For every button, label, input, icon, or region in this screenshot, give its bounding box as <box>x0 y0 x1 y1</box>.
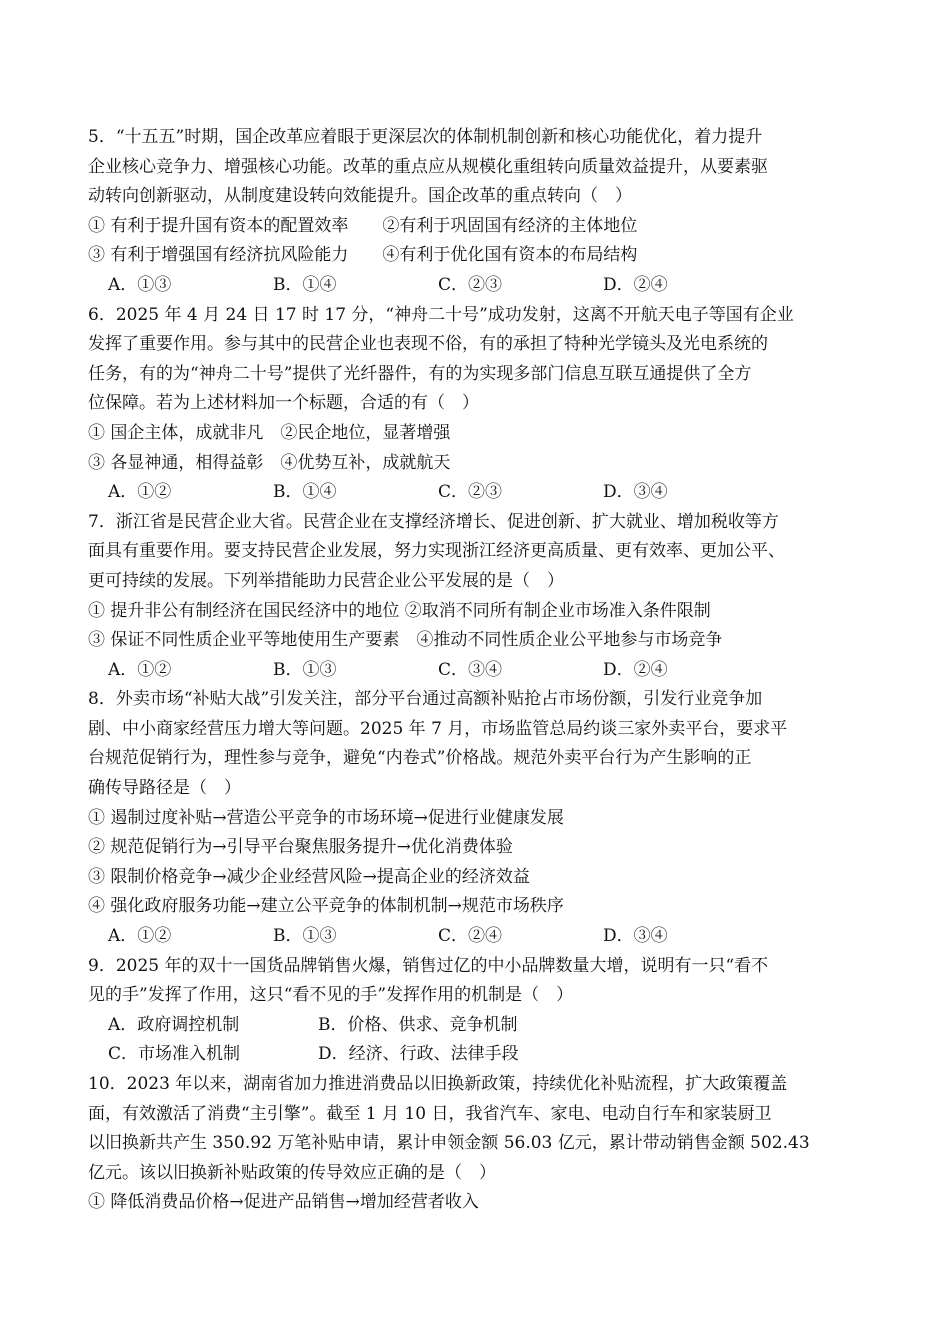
option-b: B．①④ <box>273 482 337 503</box>
answer-options <box>88 271 863 301</box>
question-stem-line: 更可持续的发展。下列举措能助力民营企业公平发展的是（ ） <box>88 570 564 591</box>
statement-line: ④ 强化政府服务功能→建立公平竞争的体制机制→规范市场秩序 <box>88 896 564 917</box>
question-stem-line: 企业核心竞争力、增强核心功能。改革的重点应从规模化重组转向质量效益提升，从要素驱 <box>88 156 768 177</box>
option-c: C．②④ <box>438 926 503 947</box>
question-6 <box>88 301 863 508</box>
option-a: A．①② <box>108 659 172 680</box>
question-stem-line: 剧、中小商家经营压力增大等问题。2025 年 7 月，市场监管总局约谈三家外卖平台，要求平 <box>88 718 788 739</box>
question-stem-line: 面，有效激活了消费“主引擎”。截至 1 月 10 日，我省汽车、家电、电动自行车和家装厨卫 <box>88 1103 772 1124</box>
option-c: C．市场准入机制 <box>108 1044 241 1065</box>
answer-options <box>88 1040 863 1070</box>
option-a: A．政府调控机制 <box>108 1014 240 1035</box>
option-d: D．③④ <box>603 926 668 947</box>
answer-options <box>88 922 863 952</box>
option-c: C．②③ <box>438 482 503 503</box>
statement-line: ③ 保证不同性质企业平等地使用生产要素 ④推动不同性质企业公平地参与市场竞争 <box>88 630 723 651</box>
option-a: A．①② <box>108 482 172 503</box>
statement-line: ① 遏制过度补贴→营造公平竞争的市场环境→促进行业健康发展 <box>88 807 564 828</box>
question-stem-line: 9．2025 年的双十一国货品牌销售火爆，销售过亿的中小品牌数量大增，说明有一只“看不 <box>88 955 769 976</box>
question-stem-line: 见的手”发挥了作用，这只“看不见的手”发挥作用的机制是（ ） <box>88 985 574 1006</box>
question-8 <box>88 685 863 951</box>
option-d: D．经济、行政、法律手段 <box>318 1044 519 1065</box>
question-stem-line: 台规范促销行为，理性参与竞争，避免“内卷式”价格战。规范外卖平台行为产生影响的正 <box>88 748 752 769</box>
question-stem-line: 以旧换新共产生 350.92 万笔补贴申请，累计申领金额 56.03 亿元，累计带动销售金额 502.43 <box>88 1133 810 1154</box>
statement-line: ① 提升非公有制经济在国民经济中的地位 ②取消不同所有制企业市场准入条件限制 <box>88 600 711 621</box>
statement-line: ③ 有利于增强国有经济抗风险能力 ④有利于优化国有资本的布局结构 <box>88 245 638 266</box>
question-10 <box>88 1070 863 1218</box>
question-stem-line: 面具有重要作用。要支持民营企业发展，努力实现浙江经济更高质量、更有效率、更加公平、 <box>88 541 785 562</box>
question-stem-line: 8．外卖市场“补贴大战”引发关注，部分平台通过高额补贴抢占市场份额，引发行业竞争加 <box>88 689 763 710</box>
answer-options <box>88 1011 863 1041</box>
question-9 <box>88 952 863 1070</box>
option-c: C．②③ <box>438 274 503 295</box>
question-5 <box>88 123 863 301</box>
question-stem-line: 10．2023 年以来，湖南省加力推进消费品以旧换新政策，持续优化补贴流程，扩大政策覆盖 <box>88 1074 788 1094</box>
question-stem-line: 7．浙江省是民营企业大省。民营企业在支撑经济增长、促进创新、扩大就业、增加税收等方 <box>88 511 779 532</box>
statement-line: ① 国企主体，成就非凡 ②民企地位，显著增强 <box>88 422 451 443</box>
exam-page <box>88 123 863 1218</box>
option-b: B．①④ <box>273 274 337 295</box>
statement-line: ① 有利于提升国有资本的配置效率 ②有利于巩固国有经济的主体地位 <box>88 215 638 236</box>
question-7 <box>88 508 863 686</box>
question-stem-line: 5．“十五五”时期，国企改革应着眼于更深层次的体制机制创新和核心功能优化，着力提升 <box>88 127 763 147</box>
option-d: D．③④ <box>603 482 668 503</box>
statement-line: ① 降低消费品价格→促进产品销售→增加经营者收入 <box>88 1192 479 1213</box>
option-b: B．①③ <box>273 659 337 680</box>
answer-options <box>88 478 863 508</box>
question-stem-line: 动转向创新驱动，从制度建设转向效能提升。国企改革的重点转向（ ） <box>88 186 632 207</box>
answer-options <box>88 656 863 686</box>
option-d: D．②④ <box>603 659 668 680</box>
question-stem-line: 6．2025 年 4 月 24 日 17 时 17 分，“神舟二十号”成功发射，这离不开航天电子等国有企业 <box>88 304 794 325</box>
statement-line: ③ 限制价格竞争→减少企业经营风险→提高企业的经济效益 <box>88 866 530 887</box>
question-stem-line: 亿元。该以旧换新补贴政策的传导效应正确的是（ ） <box>88 1162 496 1183</box>
question-stem-line: 位保障。若为上述材料加一个标题，合适的有（ ） <box>88 393 479 414</box>
question-stem-line: 任务，有的为“神舟二十号”提供了光纤器件，有的为实现多部门信息互联互通提供了全方 <box>88 363 752 384</box>
question-stem-line: 确传导路径是（ ） <box>88 778 241 799</box>
option-a: A．①② <box>108 926 172 947</box>
question-stem-line: 发挥了重要作用。参与其中的民营企业也表现不俗，有的承担了特种光学镜头及光电系统的 <box>88 334 768 355</box>
option-c: C．③④ <box>438 659 503 680</box>
option-d: D．②④ <box>603 274 668 295</box>
option-a: A．①③ <box>108 274 172 295</box>
option-b: B．①③ <box>273 926 337 947</box>
statement-line: ③ 各显神通，相得益彰 ④优势互补，成就航天 <box>88 452 451 473</box>
option-b: B．价格、供求、竞争机制 <box>318 1014 518 1035</box>
statement-line: ② 规范促销行为→引导平台聚焦服务提升→优化消费体验 <box>88 837 513 858</box>
